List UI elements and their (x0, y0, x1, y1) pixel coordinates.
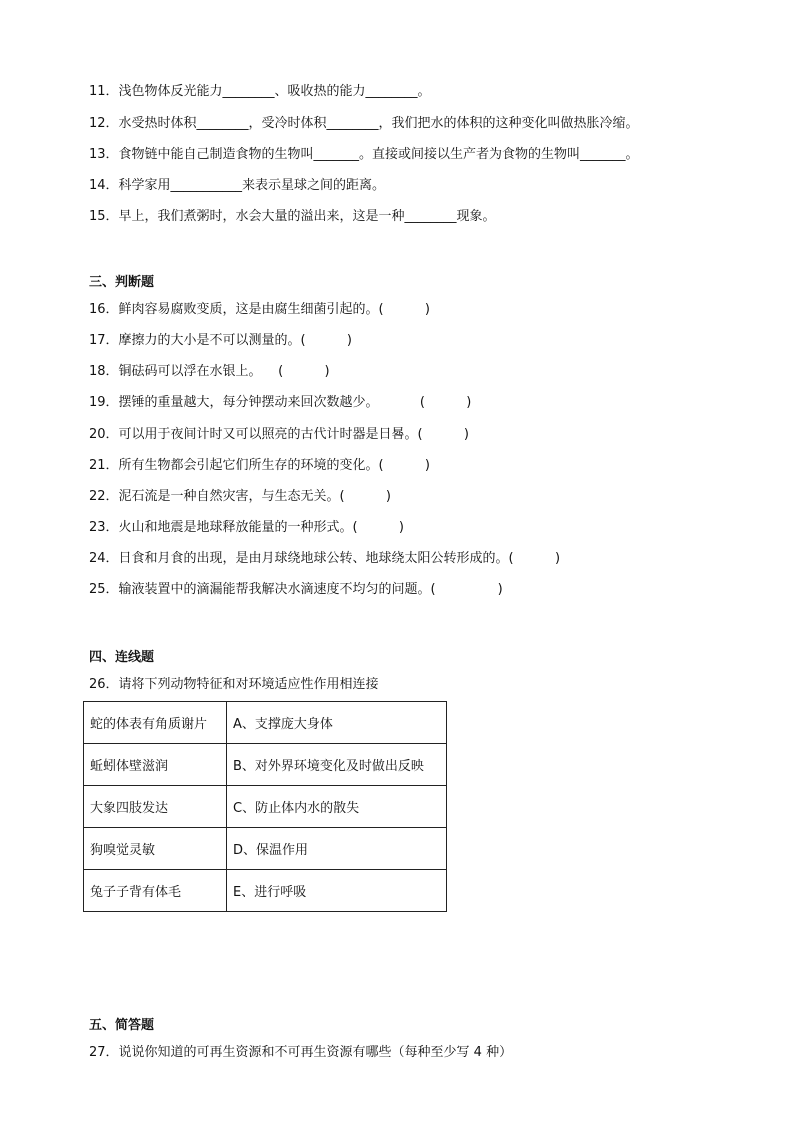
table-row (84, 786, 447, 828)
animal-feature-cell: 兔子子背有体毛 (84, 870, 227, 912)
question-19: 19．摆锤的重量越大，每分钟摆动来回次数越少。 ( ) (89, 395, 472, 410)
question-24: 24．日食和月食的出现，是由月球绕地球公转、地球绕太阳公转形成的。( ) (89, 551, 561, 566)
matching-table (83, 701, 447, 912)
animal-feature-cell: 狗嗅觉灵敏 (84, 828, 227, 870)
table-row (84, 702, 447, 744)
question-21: 21．所有生物都会引起它们所生存的环境的变化。( ) (89, 458, 431, 473)
animal-feature-cell: 大象四肢发达 (84, 786, 227, 828)
question-27: 27．说说你知道的可再生资源和不可再生资源有哪些（每种至少写 4 种） (89, 1045, 513, 1060)
question-14: 14．科学家用___________来表示星球之间的距离。 (89, 178, 386, 193)
section-heading-judgment: 三、判断题 (89, 275, 155, 290)
section-heading-matching: 四、连线题 (89, 650, 155, 665)
question-17: 17．摩擦力的大小是不可以测量的。( ) (89, 333, 353, 348)
adaptation-cell: B、对外界环境变化及时做出反映 (227, 744, 447, 786)
question-20: 20．可以用于夜间计时又可以照亮的古代计时器是日晷。( ) (89, 427, 470, 442)
adaptation-cell: D、保温作用 (227, 828, 447, 870)
question-11: 11．浅色物体反光能力________、吸收热的能力________。 (89, 84, 431, 99)
animal-feature-cell: 蛇的体表有角质谢片 (84, 702, 227, 744)
question-22: 22．泥石流是一种自然灾害，与生态无关。( ) (89, 489, 392, 504)
question-23: 23．火山和地震是地球释放能量的一种形式。( ) (89, 520, 405, 535)
question-13: 13．食物链中能自己制造食物的生物叫_______。直接或间接以生产者为食物的生物叫_______。 (89, 147, 639, 162)
animal-feature-cell: 蚯蚓体壁滋润 (84, 744, 227, 786)
adaptation-cell: C、防止体内水的散失 (227, 786, 447, 828)
adaptation-cell: A、支撑庞大身体 (227, 702, 447, 744)
question-16: 16．鲜肉容易腐败变质，这是由腐生细菌引起的。( ) (89, 302, 431, 317)
question-15: 15．早上，我们煮粥时，水会大量的溢出来，这是一种________现象。 (89, 209, 496, 224)
question-18: 18．铜砝码可以浮在水银上。 ( ) (89, 364, 330, 379)
question-25: 25．输液装置中的滴漏能帮我解决水滴速度不均匀的问题。( ) (89, 582, 503, 597)
table-row (84, 828, 447, 870)
question-12: 12．水受热时体积________，受冷时体积________，我们把水的体积的这种变化叫做热胀冷缩。 (89, 116, 639, 131)
question-26: 26．请将下列动物特征和对环境适应性作用相连接 (89, 677, 379, 692)
adaptation-cell: E、进行呼吸 (227, 870, 447, 912)
table-row (84, 870, 447, 912)
section-heading-short-answer: 五、简答题 (89, 1018, 155, 1033)
table-row (84, 744, 447, 786)
